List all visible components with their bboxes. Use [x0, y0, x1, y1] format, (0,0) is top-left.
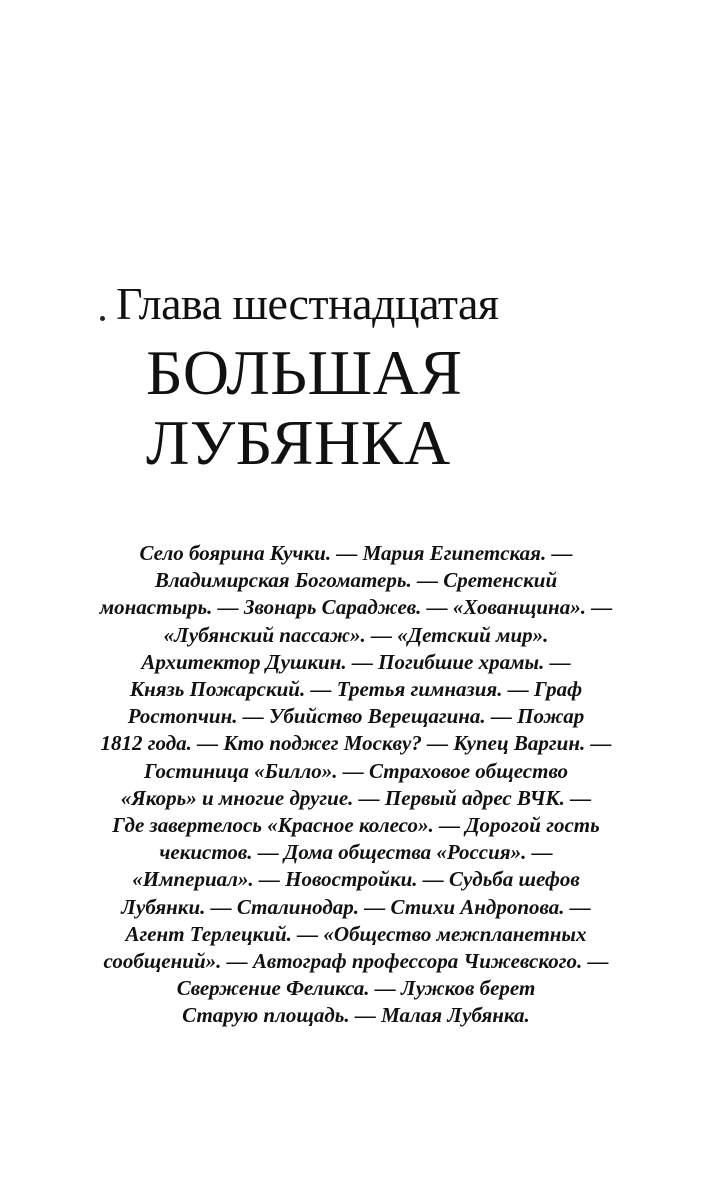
- summary-line: Лубянки. — Сталинодар. — Стихи Андропова. —: [121, 894, 591, 919]
- summary-line: Где завертелось «Красное колесо». — Дорогой гость: [112, 813, 600, 838]
- summary-line: Князь Пожарский. — Третья гимназия. — Граф: [129, 677, 583, 702]
- bullet-dot: [100, 316, 105, 321]
- summary-line: «Якорь» и многие другие. — Первый адрес ВЧК. —: [120, 785, 592, 810]
- summary-line: 1812 года. — Кто поджег Москву? — Купец Варгин. —: [100, 731, 612, 756]
- summary-line: сообщений». — Автограф профессора Чижевского. —: [103, 949, 609, 974]
- summary-line: Архитектор Душкин. — Погибшие храмы. —: [141, 649, 571, 674]
- chapter-label: Глава шестнадцатая: [116, 278, 499, 329]
- summary-line: Агент Терлецкий. — «Общество межпланетных: [125, 921, 587, 946]
- summary-line: Гостиница «Билло». — Страховое общество: [143, 758, 569, 783]
- chapter-title-line: ЛУБЯНКА: [146, 407, 451, 478]
- summary-line: Владимирская Богоматерь. — Сретенский: [154, 568, 558, 593]
- summary-line: чекистов. — Дома общества «Россия». —: [159, 840, 553, 865]
- summary-line: «Лубянский пассаж». — «Детский мир».: [163, 622, 549, 647]
- summary-line: «Империал». — Новостройки. — Судьба шефов: [132, 867, 580, 892]
- summary-line: Свержение Феликса. — Лужков берет: [176, 976, 536, 1001]
- summary-line: Ростопчин. — Убийство Верещагина. — Пожар: [127, 704, 585, 729]
- summary-line: Старую площадь. — Малая Лубянка.: [182, 1003, 530, 1028]
- summary-line: монастырь. — Звонарь Сараджев. — «Хованщина». —: [99, 595, 613, 620]
- summary-line: Село боярина Кучки. — Мария Египетская. —: [139, 541, 573, 565]
- chapter-title-line: БОЛЬШАЯ: [146, 337, 463, 408]
- chapter-summary: [36, 540, 676, 1030]
- chapter-title: [146, 338, 666, 478]
